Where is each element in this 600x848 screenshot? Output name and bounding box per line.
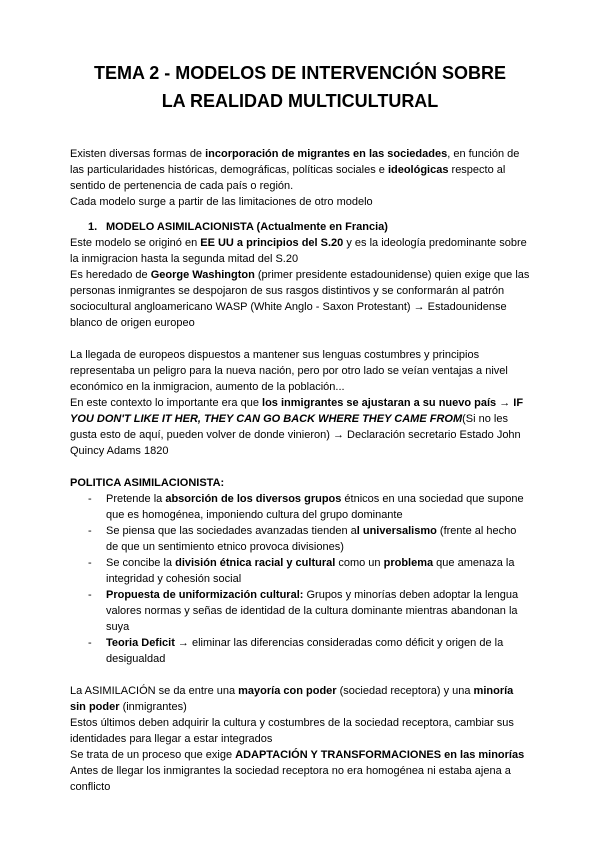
text-run: En este contexto lo importante era que <box>70 396 263 409</box>
text-run: que amenaza la integridad y cohesión social <box>106 556 515 585</box>
text-run: ideológicas <box>387 163 449 176</box>
list-item-text <box>106 635 530 667</box>
paragraph-intro <box>70 146 530 194</box>
heading-modelo-asimilacionista <box>70 219 530 235</box>
text-run: los inmigrantes se ajustaran a su nuevo país <box>262 396 497 409</box>
text-run: étnicos en una sociedad que supone que es homogénea, imponiendo cultura del grupo dominante <box>106 492 524 521</box>
list-item-division-etnica <box>88 555 530 587</box>
bullet-marker: - <box>88 588 92 601</box>
text-run: → eliminar las diferencias consideradas como déficit y origen de la desigualdad <box>106 636 504 665</box>
heading-politica-asimilacionista <box>70 475 530 491</box>
text-run: l universalismo <box>356 524 437 537</box>
text-run: (inmigrantes) <box>119 700 187 713</box>
list-item-text <box>106 555 530 587</box>
text-run: Grupos y minorías deben adoptar la lengua valores normas y señas de identidad de la cultura dominante mientras abandonan la suya <box>106 588 519 633</box>
title-line-2: LA REALIDAD MULTICULTURAL <box>161 90 439 111</box>
document-title <box>70 60 530 116</box>
text-run: Cada modelo surge a partir de las limitaciones de otro modelo <box>70 195 373 208</box>
text-run: (frente al hecho de que un sentimiento etnico provoca divisiones) <box>106 524 517 553</box>
text-run: Se trata de un proceso que exige <box>70 748 236 761</box>
text-run: Se concibe la <box>106 556 176 569</box>
text-run: absorción de los diversos grupos <box>165 492 342 505</box>
paragraph-adaptacion-transformaciones <box>70 747 530 763</box>
text-run: MODELO ASIMILACIONISTA (Actualmente en Francia) <box>106 220 388 233</box>
bullet-marker: - <box>88 524 92 537</box>
paragraph-sociedad-receptora <box>70 763 530 795</box>
text-run: como un <box>335 556 384 569</box>
text-run: respecto al sentido de pertenencia de cada país o región. <box>70 163 506 192</box>
list-item-text <box>106 491 530 523</box>
text-run: (primer presidente estadounidense) quien exige que las personas inmigrantes se despojaron de sus rasgos distintivos y se conformarán al patrón sociocultural angloamericano WASP (White Anglo - Saxon Protestant) → Estadounidense blanco de origen europeo <box>70 268 530 329</box>
bullet-marker: - <box>88 492 92 505</box>
paragraph-adquirir-cultura <box>70 715 530 747</box>
paragraph-george-washington <box>70 267 530 331</box>
text-run: división étnica racial y cultural <box>175 556 336 569</box>
politica-bullet-list <box>70 491 530 667</box>
text-run: Teoria Deficit <box>106 636 175 649</box>
text-run: problema <box>383 556 434 569</box>
text-run: EE UU a principios del S.20 <box>200 236 344 249</box>
text-run: incorporación de migrantes en las sociedades <box>205 147 448 160</box>
title-line-1: TEMA 2 - MODELOS DE INTERVENCIÓN SOBRE <box>93 63 507 83</box>
list-item-teoria-deficit <box>88 635 530 667</box>
paragraph-model-limitations <box>70 194 530 210</box>
text-run: La ASIMILACIÓN se da entre una <box>70 684 239 697</box>
list-item-universalismo <box>88 523 530 555</box>
bullet-marker: - <box>88 556 92 569</box>
paragraph-model-origin <box>70 235 530 267</box>
text-run: YOU DON'T LIKE IT HER, THEY CAN GO BACK WHERE THEY CAME FROM <box>70 412 463 425</box>
text-run: La llegada de europeos dispuestos a mantener sus lenguas costumbres y principios representaba un peligro para la nueva nación, pero por otro lado se veían ventajas a nivel económico en la inmigracion, aumento de la población... <box>70 348 508 393</box>
heading-text <box>106 219 530 235</box>
text-run: ADAPTACIÓN Y TRANSFORMACIONES en las minorías <box>235 748 525 761</box>
text-run: Propuesta de uniformización cultural: <box>106 588 304 601</box>
text-run: Estos últimos deben adquirir la cultura y costumbres de la sociedad receptora, cambiar sus identidades para llegar a estar integrados <box>70 716 514 745</box>
list-item-absorcion <box>88 491 530 523</box>
list-item-uniformizacion <box>88 587 530 635</box>
text-run: minoría sin poder <box>70 684 514 713</box>
text-run: Pretende la <box>106 492 166 505</box>
bullet-marker: - <box>88 636 92 649</box>
text-run: George Washington <box>150 268 255 281</box>
text-run: POLITICA ASIMILACIONISTA: <box>70 476 225 489</box>
text-run: Antes de llegar los inmigrantes la sociedad receptora no era homogénea ni estaba ajena a conflicto <box>70 764 511 793</box>
text-run: Es heredado de <box>70 268 151 281</box>
list-item-text <box>106 587 530 635</box>
text-run: (sociedad receptora) y una <box>336 684 474 697</box>
paragraph-european-arrival <box>70 347 530 395</box>
text-run: Este modelo se originó en <box>70 236 201 249</box>
list-item-text <box>106 523 530 555</box>
paragraph-asimilacion-poder <box>70 683 530 715</box>
text-run: Existen diversas formas de <box>70 147 206 160</box>
text-run: , en función de las particularidades históricas, demográficas, políticas sociales e <box>70 147 520 176</box>
text-run: → <box>496 396 514 409</box>
text-run: mayoría con poder <box>238 684 337 697</box>
heading-number: 1. <box>88 220 98 233</box>
text-run: (Si no les gusta esto de aquí, pueden volver de donde vinieron) → Declaración secretario Estado John Quincy Adams 1820 <box>70 412 521 457</box>
text-run: y es la ideología predominante sobre la inmigracion hasta la segunda mitad del S.20 <box>70 236 527 265</box>
paragraph-context-quote <box>70 395 530 459</box>
text-run: IF <box>513 396 524 409</box>
text-run: Se piensa que las sociedades avanzadas tienden a <box>106 524 357 537</box>
